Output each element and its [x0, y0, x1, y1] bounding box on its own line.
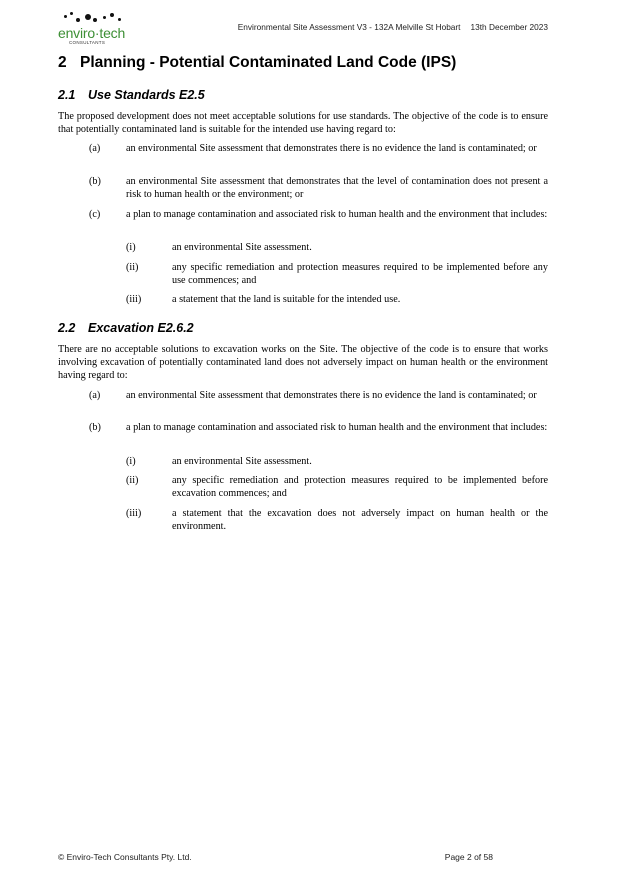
- subsection-heading-use-standards: [58, 88, 205, 102]
- subitem-text: any specific remediation and protection measures required to be implemented before excavation commences; and: [172, 475, 548, 499]
- item-text: an environmental Site assessment that demonstrates that the level of contamination does not present a risk to human health or the environment; or: [126, 176, 548, 200]
- item-label: (b): [89, 176, 101, 187]
- item-label: (c): [89, 209, 101, 220]
- item-label: (a): [89, 143, 101, 154]
- item-text: an environmental Site assessment that demonstrates there is no evidence the land is contaminated; or: [126, 390, 537, 401]
- subitem-text: a statement that the land is suitable for the intended use.: [172, 294, 401, 305]
- subsection-heading-excavation: [58, 321, 194, 335]
- running-header: [200, 22, 548, 32]
- subitem-label: (iii): [126, 508, 142, 519]
- subsection-title: Use Standards E2.5: [88, 88, 205, 102]
- subitem-text: a statement that the excavation does not adversely impact on human health or the environment.: [172, 508, 548, 532]
- subitem-label: (i): [126, 456, 136, 467]
- header-date: 13th December 2023: [470, 22, 548, 32]
- company-logo: [58, 12, 128, 46]
- section-heading: [58, 54, 456, 72]
- excavation-intro: There are no acceptable solutions to excavation works on the Site. The objective of the code is to ensure that works involving excavation of potentially contaminated land does not adversely impact on human health or the environment having regard to:: [58, 344, 548, 381]
- section-title: Planning - Potential Contaminated Land Code (IPS): [80, 54, 457, 71]
- footer-page-number: Page 2 of 58: [444, 852, 493, 862]
- subitem-label: (iii): [126, 294, 142, 305]
- logo-wordmark: enviro·tech: [58, 25, 126, 41]
- item-text: an environmental Site assessment that demonstrates there is no evidence the land is contaminated; or: [126, 143, 537, 154]
- subsection-number: 2.1: [58, 88, 76, 102]
- item-label: (b): [89, 422, 101, 433]
- use-standards-intro: The proposed development does not meet acceptable solutions for use standards. The objective of the code is to ensure that potentially contaminated land is suitable for the intended use having regard to:: [58, 111, 548, 135]
- item-text: a plan to manage contamination and associated risk to human health and the environment that includes:: [126, 422, 548, 433]
- subitem-label: (ii): [126, 262, 139, 273]
- subitem-label: (ii): [126, 475, 139, 486]
- subitem-text: any specific remediation and protection measures required to be implemented before any use commences; and: [172, 262, 548, 286]
- subitem-label: (i): [126, 242, 136, 253]
- document-title: Environmental Site Assessment V3 - 132A Melville St Hobart: [237, 22, 461, 32]
- section-number: 2: [58, 54, 67, 71]
- subsection-title: Excavation E2.6.2: [88, 321, 194, 335]
- item-label: (a): [89, 390, 101, 401]
- subsection-number: 2.2: [58, 321, 76, 335]
- item-text: a plan to manage contamination and associated risk to human health and the environment that includes:: [126, 209, 548, 220]
- subitem-text: an environmental Site assessment.: [172, 456, 312, 467]
- logo-subtext: CONSULTANTS: [69, 40, 106, 45]
- subitem-text: an environmental Site assessment.: [172, 242, 312, 253]
- footer-copyright: © Enviro-Tech Consultants Pty. Ltd.: [58, 852, 192, 862]
